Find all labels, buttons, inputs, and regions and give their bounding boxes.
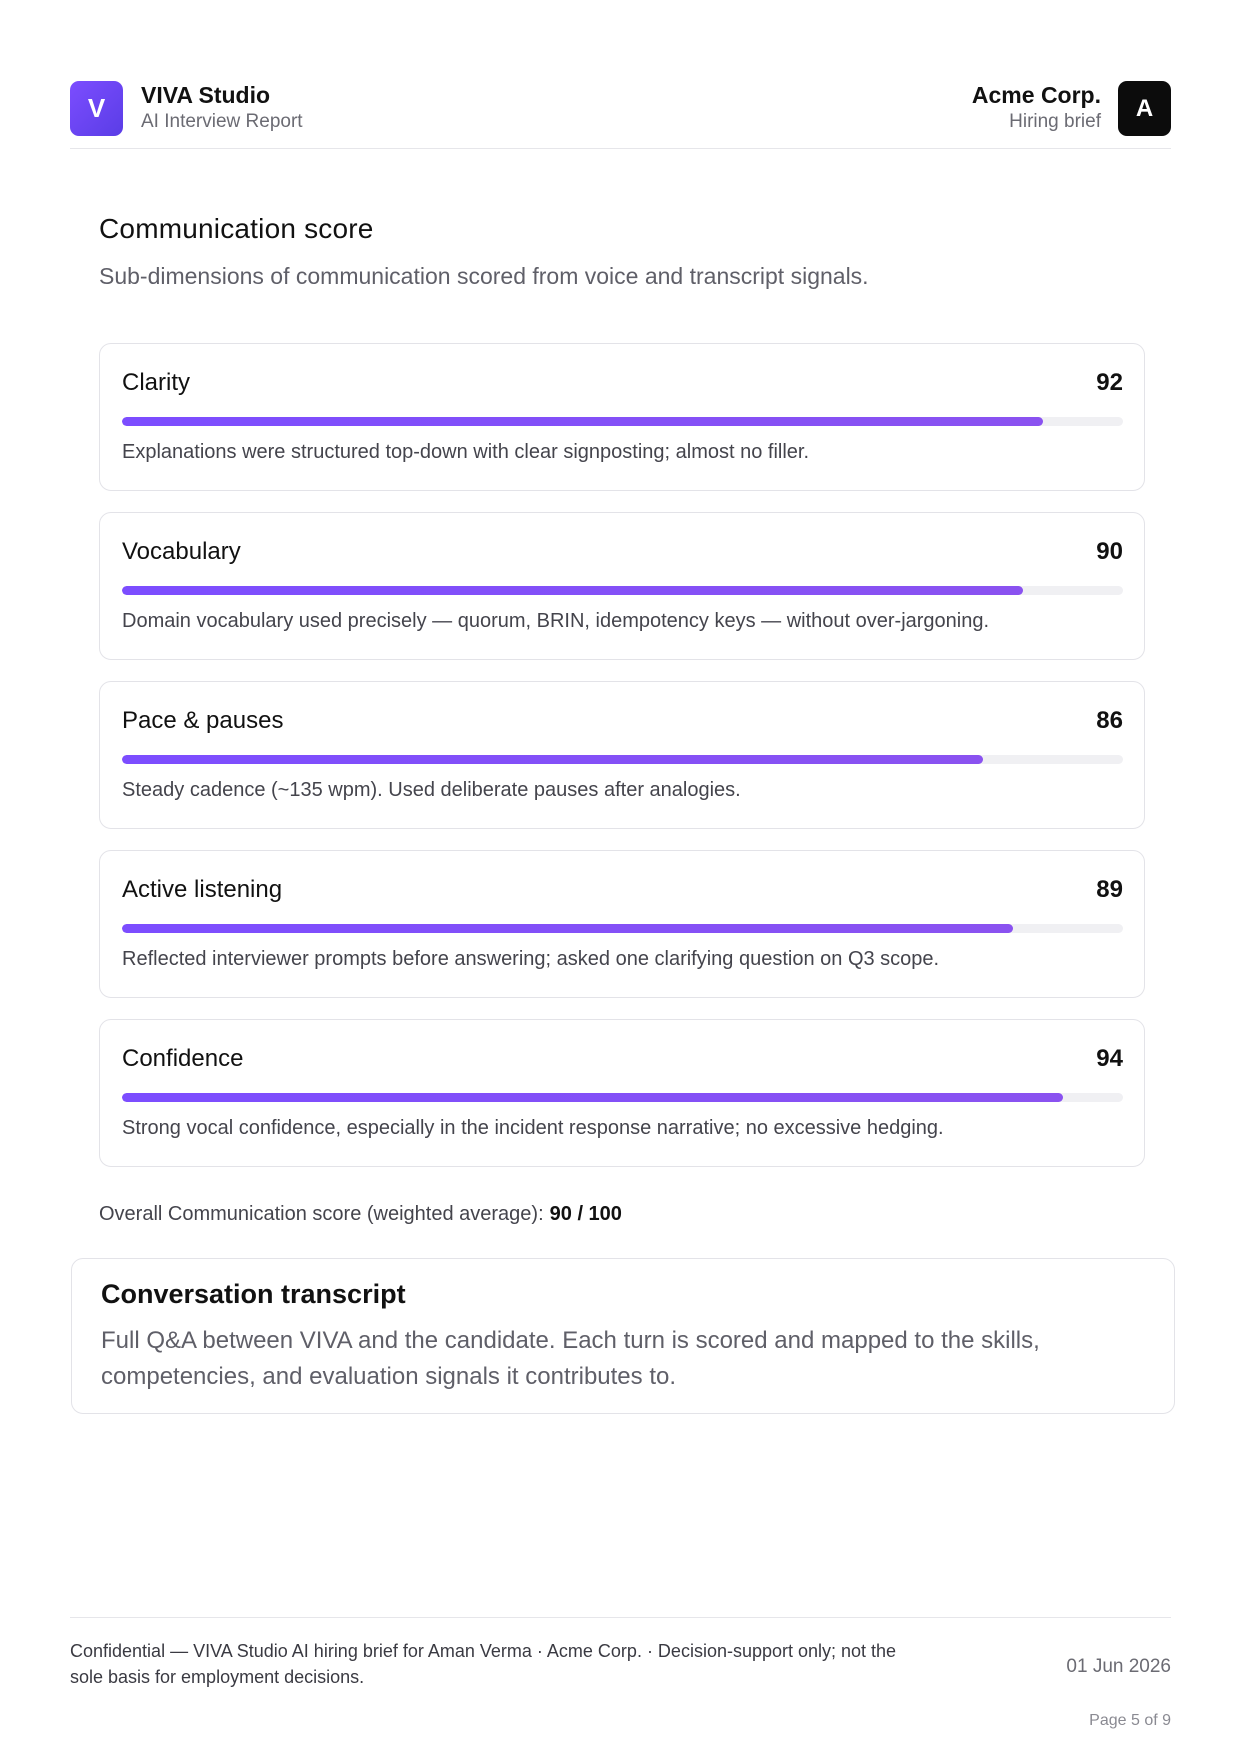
metric-note: Reflected interviewer prompts before answering; asked one clarifying question on Q3 scope.	[122, 948, 940, 970]
metric-score: 94	[1096, 1045, 1123, 1072]
transcript-title: Conversation transcript	[101, 1279, 406, 1309]
score-bar-fill	[122, 417, 1043, 426]
metric-card-active-listening	[99, 850, 1145, 998]
metric-note: Domain vocabulary used precisely — quorum, BRIN, idempotency keys — without over-jargoning.	[122, 610, 990, 632]
footer-disclaimer: Confidential — VIVA Studio AI hiring brief for Aman Verma · Acme Corp. · Decision-support only; not the sole basis for employment decisions.	[70, 1641, 897, 1687]
score-bar-track	[122, 417, 1123, 426]
metric-label: Active listening	[122, 876, 283, 903]
score-bar-fill	[122, 755, 983, 764]
transcript-section	[71, 1258, 1175, 1414]
overall-score	[99, 1203, 622, 1226]
page-number: Page 5 of 9	[1089, 1712, 1171, 1729]
metric-card-pace	[99, 681, 1145, 829]
client-block	[972, 81, 1171, 136]
client-logo: A	[1118, 81, 1171, 136]
metric-note: Strong vocal confidence, especially in the incident response narrative; no excessive hedging.	[122, 1117, 944, 1139]
score-bar-track	[122, 1093, 1123, 1102]
score-bar-fill	[122, 924, 1013, 933]
score-bar-fill	[122, 1093, 1063, 1102]
page-footer	[70, 1617, 1171, 1687]
overall-score-label: Overall Communication score (weighted average):	[99, 1203, 544, 1225]
metric-label: Pace & pauses	[122, 707, 284, 734]
metric-label: Confidence	[122, 1045, 244, 1072]
metric-note: Steady cadence (~135 wpm). Used deliberate pauses after analogies.	[122, 779, 741, 801]
metric-label: Clarity	[122, 369, 191, 396]
section-title: Communication score	[99, 213, 374, 244]
transcript-description: Full Q&A between VIVA and the candidate. Each turn is scored and mapped to the skills, competencies, and evaluation signals it contributes to.	[101, 1327, 1040, 1390]
metric-note: Explanations were structured top-down with clear signposting; almost no filler.	[122, 441, 810, 463]
metric-score: 86	[1096, 707, 1123, 734]
metric-score: 89	[1096, 876, 1123, 903]
footer-date: 01 Jun 2026	[1066, 1656, 1171, 1677]
score-bar-track	[122, 755, 1123, 764]
brand-logo: V	[70, 81, 123, 136]
brand-name: VIVA Studio	[141, 82, 271, 108]
section-subtitle: Sub-dimensions of communication scored from voice and transcript signals.	[99, 263, 869, 289]
score-bar-track	[122, 924, 1123, 933]
overall-score-value: 90 / 100	[549, 1203, 622, 1225]
brand-block	[70, 81, 303, 136]
score-bar-fill	[122, 586, 1023, 595]
client-subtitle: Hiring brief	[1009, 111, 1101, 132]
metric-card-clarity	[99, 343, 1145, 491]
brand-subtitle: AI Interview Report	[141, 111, 303, 132]
client-name: Acme Corp.	[971, 82, 1101, 108]
metric-card-confidence	[99, 1019, 1145, 1167]
report-header	[70, 81, 1171, 149]
metric-score: 92	[1096, 369, 1123, 396]
metric-card-vocabulary	[99, 512, 1145, 660]
score-bar-track	[122, 586, 1123, 595]
metric-score: 90	[1096, 538, 1123, 565]
metric-label: Vocabulary	[122, 538, 241, 565]
